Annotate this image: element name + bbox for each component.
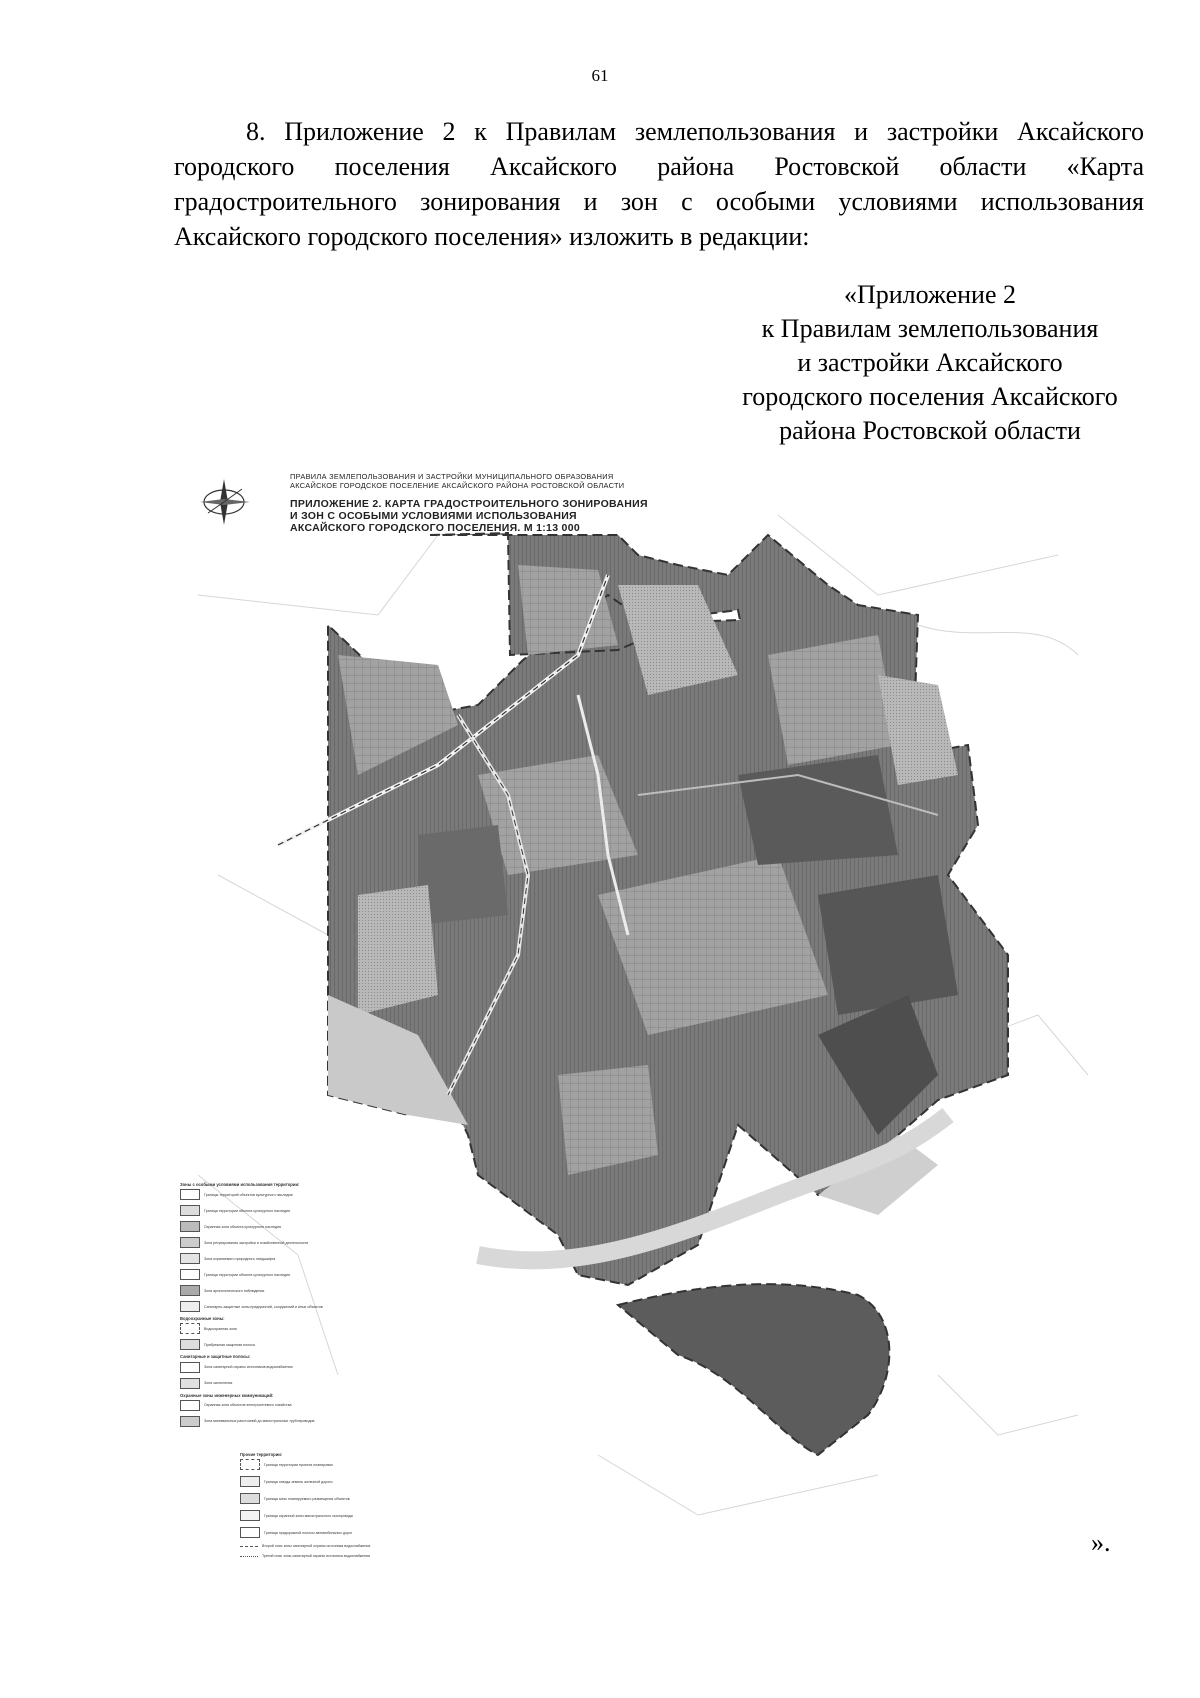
legend-label: Зона санитарной охраны источников водоснабжения [204, 1365, 293, 1369]
legend-label: Границы территорий объектов культурного наследия: [204, 1192, 294, 1197]
legend-label: Граница территории объекта культурного наследия [204, 1208, 290, 1213]
legend-label: Второй пояс зоны санитарной охраны источника водоснабжения [262, 1544, 371, 1549]
legend-label: Граница отвода земель железной дороги [264, 1479, 333, 1484]
legend-label: Охранная зона объектов электросетевого хозяйства [204, 1403, 292, 1408]
zone-block [768, 635, 898, 765]
legend-item [180, 1285, 440, 1296]
map-subtitle-line: ПРИЛОЖЕНИЕ 2. КАРТА ГРАДОСТРОИТЕЛЬНОГО ЗОНИРОВАНИЯ [290, 498, 648, 510]
map-subtitle-line: АКСАЙСКОГО ГОРОДСКОГО ПОСЕЛЕНИЯ. М 1:13 000 [290, 522, 580, 534]
legend-item [180, 1269, 440, 1280]
legend-subheading: Водоохранные зоны: [180, 1316, 225, 1322]
legend-label: Граница придорожной полосы автомобильных дорог [264, 1530, 353, 1535]
appendix-line: городского поселения Аксайского [742, 382, 1118, 411]
legend-swatch [180, 1400, 200, 1411]
map-title [290, 472, 750, 534]
appendix-line: и застройки Аксайского [797, 348, 1063, 377]
legend-label: Граница территории проекта планировки [264, 1462, 333, 1467]
legend-swatch [180, 1416, 200, 1427]
zone-block [818, 875, 958, 1015]
map-title-line: ПРАВИЛА ЗЕМЛЕПОЛЬЗОВАНИЯ И ЗАСТРОЙКИ МУНИЦИПАЛЬНОГО ОБРАЗОВАНИЯ [290, 472, 614, 481]
legend-swatch [240, 1556, 258, 1557]
legend-label: Граница охранной зоны магистрального газопровода [264, 1513, 353, 1518]
legend-label: Охранная зона объекта культурного наследия [204, 1224, 281, 1229]
legend-item [180, 1301, 440, 1312]
legend-label: Граница территории объекта культурного наследия [204, 1272, 290, 1277]
legend-swatch [240, 1476, 260, 1487]
legend-item [240, 1527, 440, 1538]
legend-item [240, 1493, 440, 1504]
legend-swatch [180, 1339, 200, 1350]
legend-label: Прибрежная защитная полоса [204, 1342, 255, 1347]
legend-item [180, 1323, 440, 1334]
amendment-paragraph: 8. Приложение 2 к Правилам землепользования и застройки Аксайского городского поселения Аксайского района Ростовской области «Карта градостроительного зонирования и зон с особыми условиями использования Аксайского городского поселения» изложить в редакции: [174, 117, 1144, 251]
legend-item [180, 1189, 440, 1200]
legend-label: Граница зоны планируемого размещения объектов [264, 1496, 350, 1501]
legend-swatch [240, 1459, 260, 1470]
legend-swatch [180, 1378, 200, 1389]
legend-item [240, 1554, 440, 1558]
closing-quote: ». [1091, 1528, 1111, 1557]
legend-swatch [180, 1323, 200, 1334]
map-subtitle-line: И ЗОН С ОСОБЫМИ УСЛОВИЯМИ ИСПОЛЬЗОВАНИЯ [290, 510, 577, 522]
appendix-line: к Правилам землепользования [761, 314, 1099, 343]
legend-item [180, 1378, 440, 1389]
legend-swatch [180, 1205, 200, 1216]
legend-label: Зона регулирования застройки и хозяйственной деятельности [204, 1240, 309, 1245]
legend-swatch [240, 1546, 258, 1547]
island [618, 1284, 889, 1455]
map-title-line: АКСАЙСКОЕ ГОРОДСКОЕ ПОСЕЛЕНИЕ АКСАЙСКОГО РАЙОНА РОСТОВСКОЙ ОБЛАСТИ [290, 481, 625, 490]
legend-item [180, 1362, 440, 1373]
legend-subheading: Охранные зоны инженерных коммуникаций: [180, 1392, 274, 1398]
legend-item [180, 1221, 440, 1232]
legend-label: Зона затопления [204, 1381, 233, 1385]
legend-swatch [180, 1301, 200, 1312]
legend-label: Зона археологического наблюдения [204, 1288, 265, 1293]
legend-subheading: Санитарные и защитные полосы: [180, 1354, 251, 1360]
legend-label: Третий пояс зоны санитарной охраны источника водоснабжения [262, 1554, 370, 1559]
zone-block [418, 825, 508, 925]
legend-heading: Зоны с особыми условиями использования территории: [180, 1182, 300, 1187]
map-legend-secondary [240, 1450, 440, 1565]
legend-item [240, 1510, 440, 1521]
legend-item [240, 1544, 440, 1548]
legend-item [180, 1253, 440, 1264]
legend-label: Зона охраняемого природного ландшафта [204, 1256, 276, 1261]
legend-swatch [240, 1510, 260, 1521]
legend-item [180, 1416, 440, 1427]
legend-swatch [240, 1527, 260, 1538]
legend-swatch [240, 1493, 260, 1504]
legend-swatch [180, 1253, 200, 1264]
page-number: 61 [591, 66, 609, 85]
legend-swatch [180, 1269, 200, 1280]
map-legend [180, 1180, 440, 1432]
legend-swatch [180, 1189, 200, 1200]
legend-item [180, 1400, 440, 1411]
legend-item [180, 1205, 440, 1216]
legend-item [180, 1237, 440, 1248]
legend-swatch [180, 1362, 200, 1373]
legend-label: Водоохранная зона [204, 1326, 237, 1331]
legend-swatch [180, 1285, 200, 1296]
legend-item [240, 1459, 440, 1470]
legend-label: Зона минимальных расстояний до магистральных трубопроводов [204, 1419, 315, 1424]
legend-subheading: Прочие территории: [240, 1452, 283, 1457]
compass-icon [196, 477, 256, 527]
legend-item [180, 1339, 440, 1350]
legend-swatch [180, 1237, 200, 1248]
legend-item [240, 1476, 440, 1487]
legend-label: Санитарно-защитные зоны предприятий, сооружений и иных объектов [204, 1304, 323, 1309]
legend-swatch [180, 1221, 200, 1232]
appendix-heading [720, 278, 1140, 448]
zone-block [358, 885, 438, 1015]
appendix-line: «Приложение 2 [843, 280, 1017, 309]
appendix-line: района Ростовской области [779, 416, 1081, 445]
